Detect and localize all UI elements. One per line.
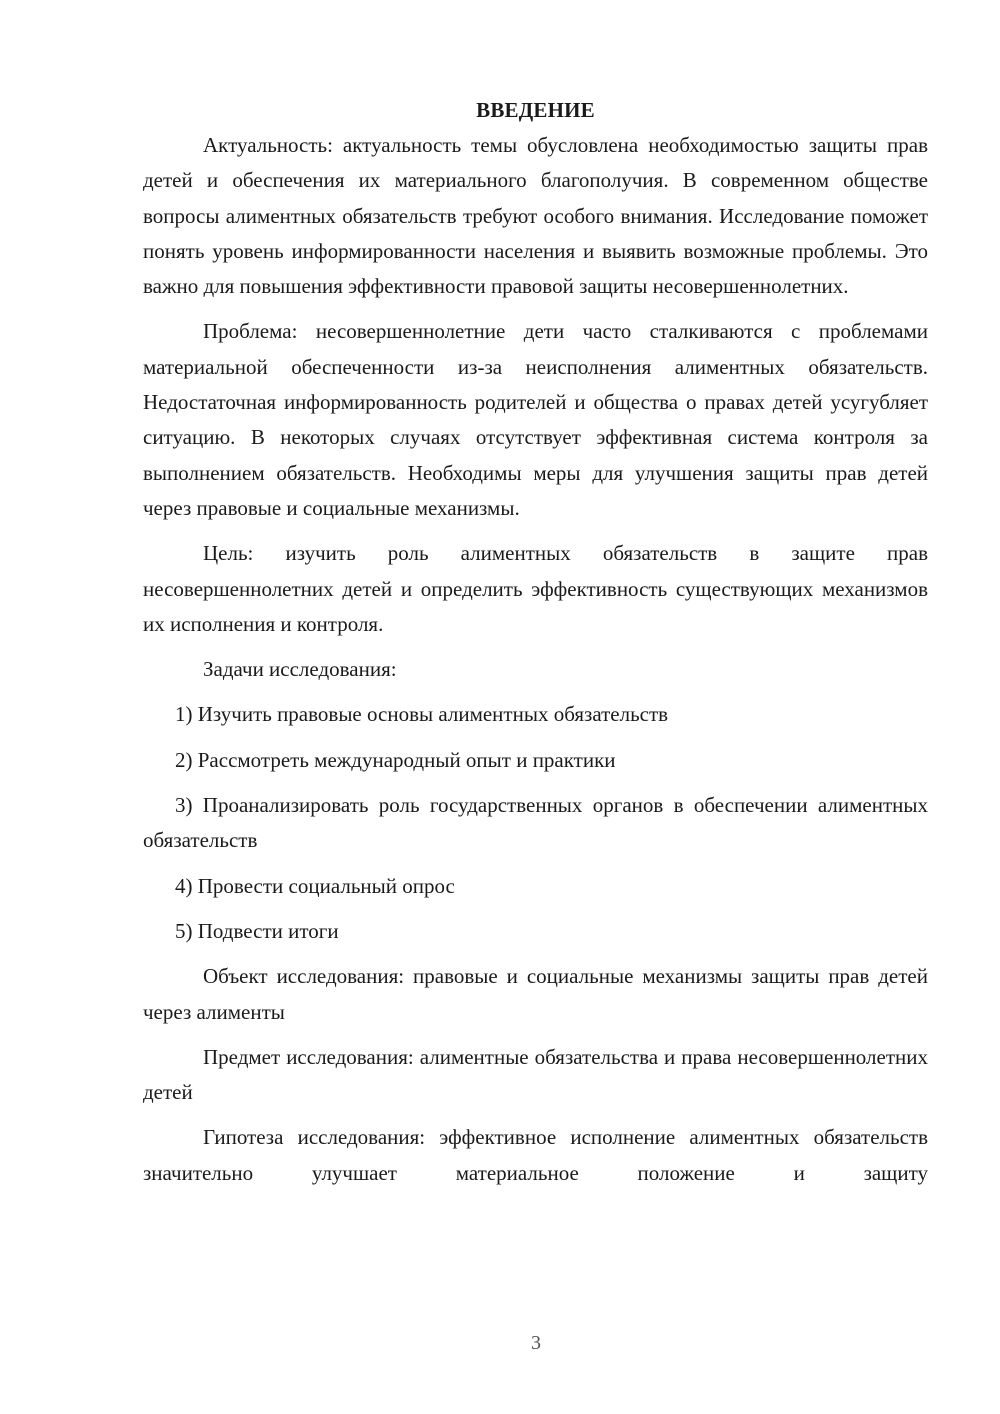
task-item-3: 3) Проанализировать роль государственных органов в обеспечении алиментных обязательств xyxy=(143,793,928,853)
page-number: 3 xyxy=(531,1332,541,1354)
document-page xyxy=(143,92,928,1191)
paragraph-hypothesis: Гипотеза исследования: эффективное исполнение алиментных обязательств значительно улучшает материальное положение и защиту xyxy=(143,1125,928,1185)
task-item-5: 5) Подвести итоги xyxy=(175,918,339,943)
paragraph-relevance: Актуальность: актуальность темы обусловлена необходимостью защиты прав детей и обеспечения их материального благополучия. В современном обществе вопросы алиментных обязательств требуют особого внимания. Исследование поможет понять уровень информированности населения и выявить возможные проблемы. Это важно для повышения эффективности правовой защиты несовершеннолетних. xyxy=(143,133,928,299)
paragraph-goal: Цель: изучить роль алиментных обязательств в защите прав несовершеннолетних детей и определить эффективность существующих механизмов их исполнения и контроля. xyxy=(143,541,928,636)
section-heading: ВВЕДЕНИЕ xyxy=(476,98,595,122)
paragraph-problem: Проблема: несовершеннолетние дети часто сталкиваются с проблемами материальной обеспеченности из-за неисполнения алиментных обязательств. Недостаточная информированность родителей и общества о правах детей усугубляет ситуацию. В некоторых случаях отсутствует эффективная система контроля за выполнением обязательств. Необходимы меры для улучшения защиты прав детей через правовые и социальные механизмы. xyxy=(143,319,928,520)
task-item-2: 2) Рассмотреть международный опыт и практики xyxy=(175,747,616,772)
task-item-4: 4) Провести социальный опрос xyxy=(175,873,455,898)
paragraph-object: Объект исследования: правовые и социальные механизмы защиты прав детей через алименты xyxy=(143,964,928,1024)
paragraph-subject: Предмет исследования: алиментные обязательства и права несовершеннолетних детей xyxy=(143,1044,928,1105)
task-item-1: 1) Изучить правовые основы алиментных обязательств xyxy=(175,702,669,727)
tasks-title: Задачи исследования: xyxy=(203,657,397,682)
